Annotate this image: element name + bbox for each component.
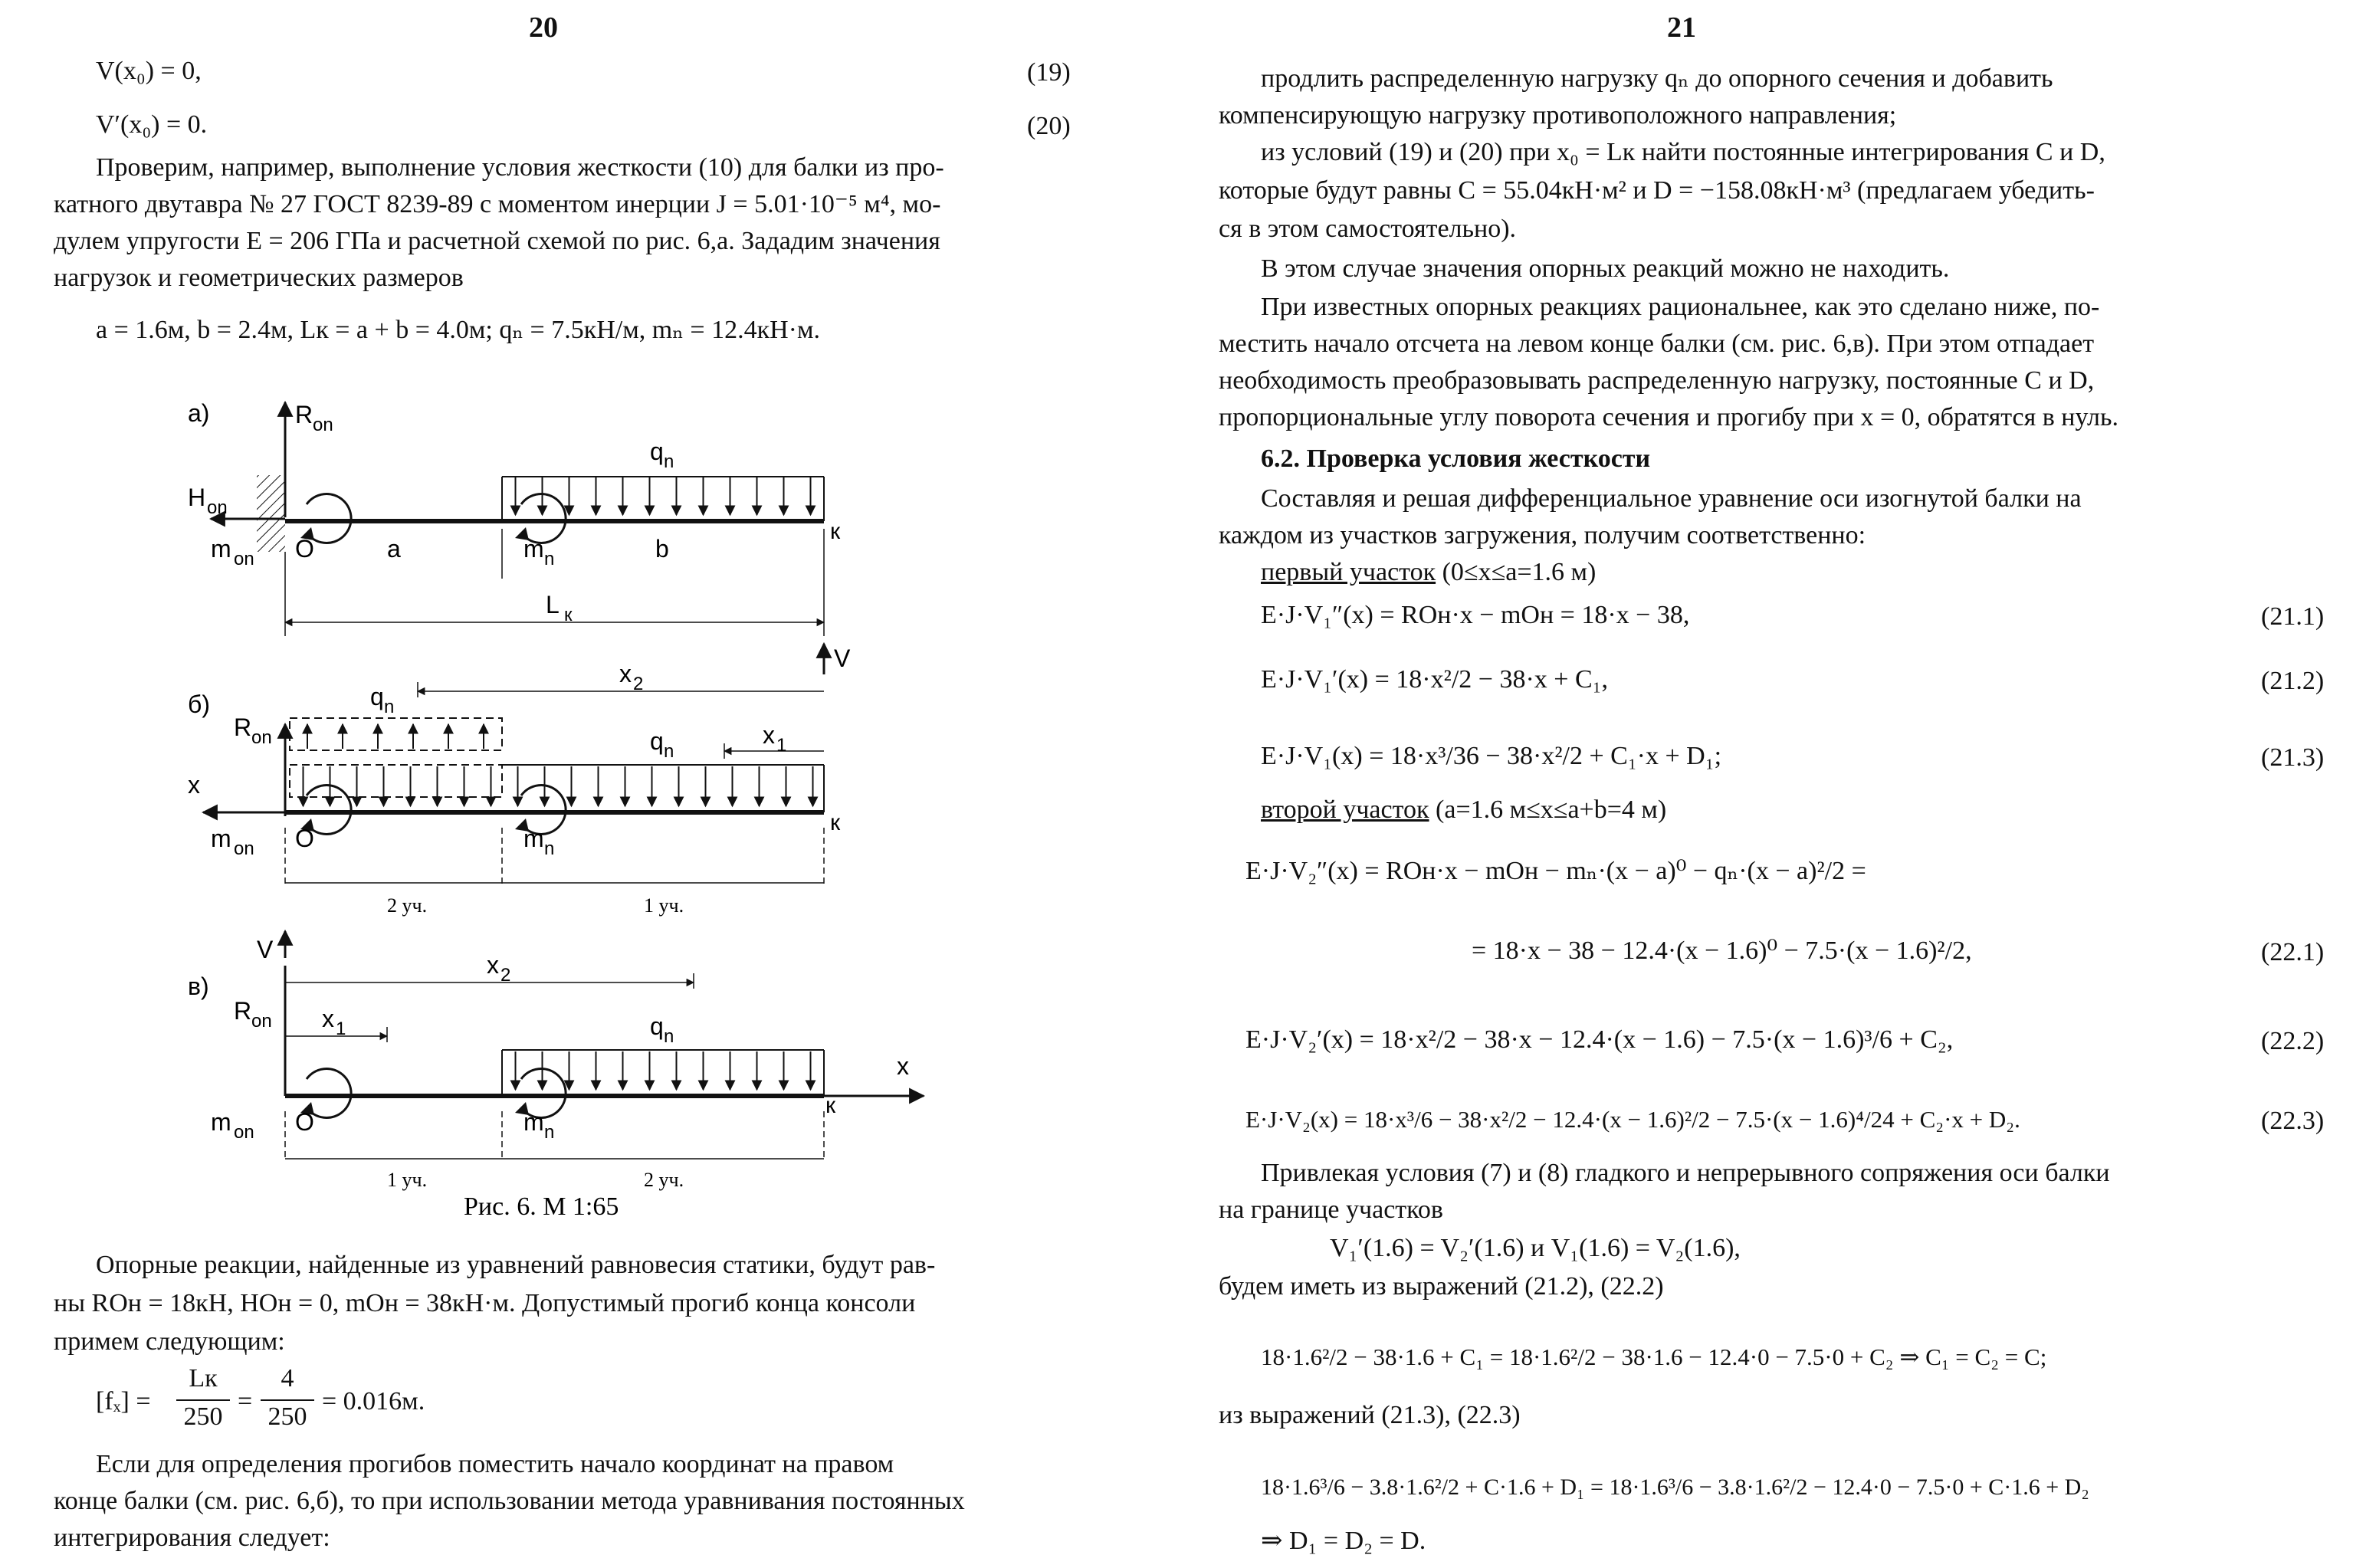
svg-text:n: n (664, 741, 674, 762)
svg-text:1: 1 (776, 735, 787, 756)
svg-text:n: n (544, 838, 555, 859)
equation-number-21-1: (21.1) (2261, 602, 2325, 631)
paragraph-line: на границе участков (1219, 1196, 1443, 1224)
paragraph-line: пропорциональные углу поворота сечения и прогибу при x = 0, обратятся в нуль. (1219, 403, 2118, 431)
q-label: q (650, 438, 664, 465)
origin-label: O (295, 535, 314, 563)
zone-1-label-v: 1 уч. (387, 1169, 428, 1191)
equation-number-22-3: (22.3) (2261, 1107, 2325, 1135)
dim-l-label: L (546, 591, 560, 618)
equation-20: V′(x₀) = 0. (96, 110, 208, 139)
svg-text:V: V (257, 936, 274, 963)
diagram-a (188, 399, 841, 636)
equation-number-21-3: (21.3) (2261, 743, 2325, 772)
equation-21-2: E·J·V₁′(x) = 18·x²/2 − 38·x + C₁, (1261, 665, 1608, 694)
paragraph-line: При известных опорных реакциях рациональнее, как это сделано ниже, по- (1261, 293, 2100, 321)
equation-22-1b: = 18·x − 38 − 12.4·(x − 1.6)⁰ − 7.5·(x − 1.6)²/2, (1472, 937, 1972, 965)
h-on-subscript: on (207, 497, 228, 518)
svg-text:1: 1 (336, 1019, 346, 1039)
paragraph-line: В этом случае значения опорных реакций можно не находить. (1261, 254, 1950, 283)
paragraph-line: конце балки (см. рис. 6,б), то при использовании метода уравнивания постоянных (54, 1487, 965, 1515)
distributed-load-arrows-b (304, 766, 813, 806)
paragraph-line: катного двутавра № 27 ГОСТ 8239-89 с моментом инерции J = 5.01·10⁻⁵ м⁴, мо- (54, 190, 941, 218)
svg-text:x: x (487, 951, 499, 979)
paragraph-line: Привлекая условия (7) и (8) гладкого и непрерывного сопряжения оси балки (1261, 1159, 2110, 1187)
x-label-b: x (188, 771, 200, 799)
v-label: V (834, 645, 851, 672)
svg-text:m: m (523, 825, 544, 852)
svg-text:n: n (544, 1122, 555, 1143)
equation-22-3: E·J·V₂(x) = 18·x³/6 − 38·x²/2 − 12.4·(x − 1.6)²/2 − 7.5·(x − 1.6)⁴/24 + C₂·x + D₂. (1245, 1106, 2020, 1133)
h-on-label: H (188, 484, 206, 511)
svg-text:x: x (322, 1005, 334, 1032)
svg-text:on: on (251, 727, 272, 748)
paragraph-line: необходимость преобразовывать распределенную нагрузку, постоянные C и D, (1219, 366, 2095, 395)
svg-text:on: on (234, 1122, 254, 1143)
page-number-right: 21 (1667, 11, 1696, 44)
svg-text:к: к (830, 810, 841, 835)
distributed-load-arrows (516, 477, 811, 515)
paragraph-line: продлить распределенную нагрузку qₙ до опорного сечения и добавить (1261, 64, 2053, 93)
subsection-1: первый участок (0≤x≤a=1.6 м) (1261, 558, 1597, 586)
equation-c: 18·1.6²/2 − 38·1.6 + C₁ = 18·1.6²/2 − 38·1.6 − 12.4·0 − 7.5·0 + C₂ ⇒ C₁ = C₂ = C; (1261, 1343, 2047, 1370)
equation-number-22-2: (22.2) (2261, 1027, 2325, 1055)
diagram-b (188, 644, 851, 917)
paragraph-line: нагрузок и геометрических размеров (54, 264, 464, 292)
zone-2-label-b: 2 уч. (387, 894, 428, 917)
beam-figure (0, 376, 1150, 1242)
end-k-label: к (830, 519, 841, 544)
svg-text:m: m (211, 825, 231, 852)
svg-text:on: on (234, 838, 254, 859)
equation-22-1a: E·J·V₂″(x) = RОн·x − mОн − mₙ·(x − a)⁰ − qₙ·(x − a)²/2 = (1245, 857, 1866, 885)
paragraph-line: из выражений (21.3), (22.3) (1219, 1401, 1521, 1429)
paragraph-line: Если для определения прогибов поместить начало координат на правом (96, 1450, 894, 1478)
label-a: а) (188, 399, 210, 427)
zone-2-label-v: 2 уч. (644, 1169, 684, 1191)
paragraph-line: которые будут равны C = 55.04кН·м² и D = −158.08кН·м³ (предлагаем убедить- (1219, 176, 2095, 205)
left-page: 20 V(x₀) = 0, (19) V′(x₀) = 0. (20) Проверим, например, выполнение условия жесткости (10) для балки из про- катного двутавра № 27 ГОСТ 8239-89 с моментом инерции J = 5.01·10⁻⁵ м⁴, мо- дулем упругости E = 206 ГПа и расчетной схемой по рис. 6,а. Зададим значения нагрузок и геометрических размеров a = 1.6м, b = 2.4м, Lк = a + b = 4.0м; qₙ = 7.5кН/м, mₙ = 12.4кН·м. а) R on H on m on O q n m n к a b L к V б) x 2 R on q n q n x 1 x m on O m n к 2 уч. 1 уч. V в) x 2 R on x 1 q n x m on O m n к 1 уч. 2 уч. Рис. 6. М 1:65 Опорные реакции, найденные из уравнений равновесия статики, будут рав- ны RОн = 18кН, HОн = 0, mОн = 38кН·м. Допустимый прогиб конца консоли примем следующим: [fₓ] = Lк 250 = 4 250 = 0.016м. Если для определения прогибов поместить начало координат на правом конце балки (см. рис. 6,б), то при использовании метода уравнивания постоянных интегрирования следует: (0, 0, 1150, 1568)
svg-text:R: R (234, 997, 252, 1025)
equation-number-22-1: (22.1) (2261, 938, 2325, 966)
svg-text:x: x (897, 1052, 909, 1080)
equation-d-result: ⇒ D₁ = D₂ = D. (1261, 1527, 1426, 1555)
continuity-conditions: V₁′(1.6) = V₂′(1.6) и V₁(1.6) = V₂(1.6), (1330, 1234, 1741, 1262)
q-subscript: n (664, 451, 674, 472)
q-label-b2: q (650, 727, 664, 755)
svg-text:q: q (650, 1012, 664, 1040)
given-values: a = 1.6м, b = 2.4м, Lк = a + b = 4.0м; qₙ = 7.5кН/м, mₙ = 12.4кН·м. (96, 316, 820, 344)
r-on-label-b: R (234, 713, 252, 741)
svg-text:O: O (295, 825, 314, 852)
paragraph-line: компенсирующую нагрузку противоположного направления; (1219, 101, 1897, 130)
r-on-label: R (295, 401, 313, 428)
distributed-load-arrows-v (516, 1051, 811, 1090)
svg-text:n: n (664, 1026, 674, 1047)
equation-19: V(x₀) = 0, (96, 57, 202, 85)
m-on-label: m (211, 535, 231, 563)
paragraph-line: примем следующим: (54, 1327, 285, 1356)
paragraph-line: местить начало отсчета на левом конце балки (см. рис. 6,в). При этом отпадает (1219, 330, 2095, 358)
label-b: б) (188, 691, 210, 718)
svg-text:2: 2 (500, 965, 511, 986)
svg-text:n: n (384, 697, 395, 717)
page-number-left: 20 (529, 11, 558, 44)
svg-text:on: on (251, 1011, 272, 1032)
paragraph-line: будем иметь из выражений (21.2), (22.2) (1219, 1272, 1664, 1301)
paragraph-line: Опорные реакции, найденные из уравнений равновесия статики, будут рав- (96, 1251, 936, 1279)
paragraph-line: интегрирования следует: (54, 1524, 330, 1552)
zone-1-label-b: 1 уч. (644, 894, 684, 917)
label-v: в) (188, 973, 209, 1000)
m-on-subscript: on (234, 549, 254, 569)
dim-a-label: a (387, 535, 401, 563)
paragraph-line: ны RОн = 18кН, HОн = 0, mОн = 38кН·м. Допустимый прогиб конца консоли (54, 1289, 916, 1317)
x2-subscript: 2 (633, 674, 644, 694)
svg-text:m: m (523, 1108, 544, 1136)
paragraph-line: дулем упругости E = 206 ГПа и расчетной схемой по рис. 6,а. Зададим значения (54, 227, 940, 255)
m-n-label: m (523, 535, 544, 563)
compensating-load (290, 718, 502, 750)
equation-number-21-2: (21.2) (2261, 667, 2325, 695)
paragraph-line: ся в этом самостоятельно). (1219, 215, 1517, 243)
figure-caption: Рис. 6. М 1:65 (464, 1192, 619, 1221)
equation-22-2: E·J·V₂′(x) = 18·x²/2 − 38·x − 12.4·(x − 1.6) − 7.5·(x − 1.6)³/6 + C₂, (1245, 1025, 1954, 1054)
section-title: 6.2. Проверка условия жесткости (1261, 444, 1651, 473)
x2-label: x (619, 660, 632, 687)
svg-text:m: m (211, 1108, 231, 1136)
diagram-v (188, 931, 924, 1191)
right-page (1180, 0, 2353, 1568)
paragraph-line: Проверим, например, выполнение условия жесткости (10) для балки из про- (96, 153, 944, 182)
subsection-2: второй участок (a=1.6 м≤x≤a+b=4 м) (1261, 795, 1667, 824)
paragraph-line: Составляя и решая дифференциальное уравнение оси изогнутой балки на (1261, 484, 2082, 513)
svg-text:к: к (825, 1093, 836, 1118)
equation-21-1: E·J·V₁″(x) = RОн·x − mОн = 18·x − 38, (1261, 601, 1690, 629)
equation-number-19: (19) (1027, 58, 1071, 87)
r-on-subscript: on (313, 415, 333, 435)
equation-number-20: (20) (1027, 112, 1071, 140)
equation-21-3: E·J·V₁(x) = 18·x³/36 − 38·x²/2 + C₁·x + D₁; (1261, 742, 1722, 770)
svg-text:O: O (295, 1108, 314, 1136)
fixed-support (257, 475, 285, 552)
page-gutter (1150, 0, 1180, 1568)
dim-b-label: b (655, 535, 669, 563)
extended-load (290, 765, 502, 797)
equation-d: 18·1.6³/6 − 3.8·1.6²/2 + C·1.6 + D₁ = 18·1.6³/6 − 3.8·1.6²/2 − 12.4·0 − 7.5·0 + C·1.6 + D₂ (1261, 1475, 2089, 1500)
paragraph-line: каждом из участков загружения, получим соответственно: (1219, 521, 1866, 549)
dim-l-subscript: к (564, 605, 573, 625)
paragraph-line: из условий (19) и (20) при x₀ = Lк найти постоянные интегрирования C и D, (1261, 138, 2105, 166)
x1-label: x (763, 721, 775, 749)
m-n-subscript: n (544, 549, 555, 569)
q-label-b1: q (370, 683, 384, 710)
